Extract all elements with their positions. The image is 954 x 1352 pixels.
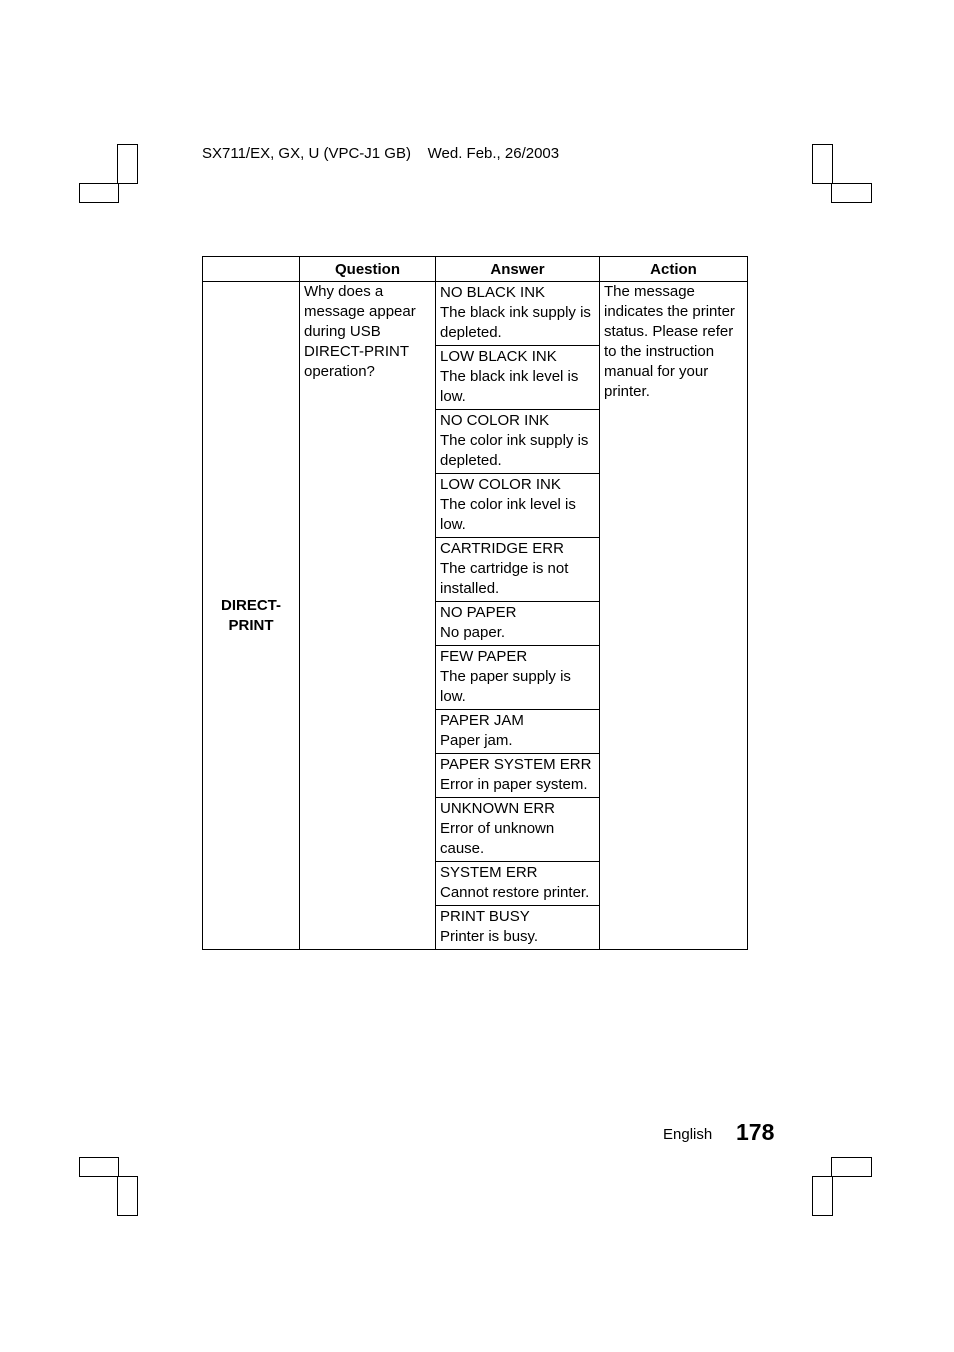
answer-cell xyxy=(436,754,600,798)
answer-code: PAPER SYSTEM ERR xyxy=(440,756,592,773)
page-number: 178 xyxy=(736,1119,775,1145)
action-cell: The message indicates the printer status. Please refer to the instruction manual for your printer. xyxy=(600,282,748,950)
answer-description: Cannot restore printer. xyxy=(440,884,590,901)
column-header-action: Action xyxy=(600,257,748,282)
crop-mark-top-left-horizontal xyxy=(79,183,119,203)
crop-mark-bottom-right-vertical xyxy=(812,1176,833,1216)
answer-code: NO COLOR INK xyxy=(440,412,550,429)
answer-cell xyxy=(436,602,600,646)
answer-description: Paper jam. xyxy=(440,732,513,749)
document-header xyxy=(202,145,559,162)
table-header-row xyxy=(203,257,748,282)
answer-code: NO BLACK INK xyxy=(440,284,546,301)
table-row xyxy=(203,282,748,346)
answer-code: FEW PAPER xyxy=(440,648,528,665)
troubleshooting-table xyxy=(202,256,748,950)
crop-mark-bottom-left-vertical xyxy=(117,1176,138,1216)
answer-code: LOW COLOR INK xyxy=(440,476,561,493)
crop-mark-top-left-vertical xyxy=(117,144,138,184)
answer-code: SYSTEM ERR xyxy=(440,864,538,881)
answer-cell xyxy=(436,346,600,410)
answer-code: PRINT BUSY xyxy=(440,908,530,925)
answer-cell xyxy=(436,410,600,474)
answer-cell xyxy=(436,906,600,950)
answer-description: The black ink supply is depleted. xyxy=(440,304,591,341)
category-label: DIRECT- PRINT xyxy=(221,596,281,634)
footer-language: English xyxy=(663,1126,713,1143)
column-header-answer: Answer xyxy=(436,257,600,282)
answer-description: Printer is busy. xyxy=(440,928,539,945)
answer-description: The color ink level is low. xyxy=(440,496,576,533)
answer-description: The black ink level is low. xyxy=(440,368,579,405)
column-header-question: Question xyxy=(300,257,436,282)
answer-cell xyxy=(436,646,600,710)
answer-code: UNKNOWN ERR xyxy=(440,800,555,817)
crop-mark-top-right-vertical xyxy=(812,144,833,184)
answer-code: NO PAPER xyxy=(440,604,517,621)
crop-mark-bottom-right-horizontal xyxy=(831,1157,872,1177)
category-cell xyxy=(203,282,300,950)
answer-cell xyxy=(436,538,600,602)
crop-mark-bottom-left-horizontal xyxy=(79,1157,119,1177)
question-cell: Why does a message appear during USB DIRECT-PRINT operation? xyxy=(300,282,436,950)
crop-mark-top-right-horizontal xyxy=(831,183,872,203)
column-header-category xyxy=(203,257,300,282)
answer-description: The color ink supply is depleted. xyxy=(440,432,589,469)
answer-description: The paper supply is low. xyxy=(440,668,571,705)
answer-cell xyxy=(436,798,600,862)
answer-cell xyxy=(436,862,600,906)
answer-code: LOW BLACK INK xyxy=(440,348,557,365)
answer-description: Error in paper system. xyxy=(440,776,588,793)
answer-cell xyxy=(436,282,600,346)
answer-cell xyxy=(436,710,600,754)
answer-code: CARTRIDGE ERR xyxy=(440,540,564,557)
date-label: Wed. Feb., 26/2003 xyxy=(427,145,560,162)
answer-code: PAPER JAM xyxy=(440,712,524,729)
answer-cell xyxy=(436,474,600,538)
answer-description: The cartridge is not installed. xyxy=(440,560,569,597)
model-label: SX711/EX, GX, U (VPC-J1 GB) xyxy=(202,145,411,162)
answer-description: No paper. xyxy=(440,624,506,641)
answer-description: Error of unknown cause. xyxy=(440,820,555,857)
